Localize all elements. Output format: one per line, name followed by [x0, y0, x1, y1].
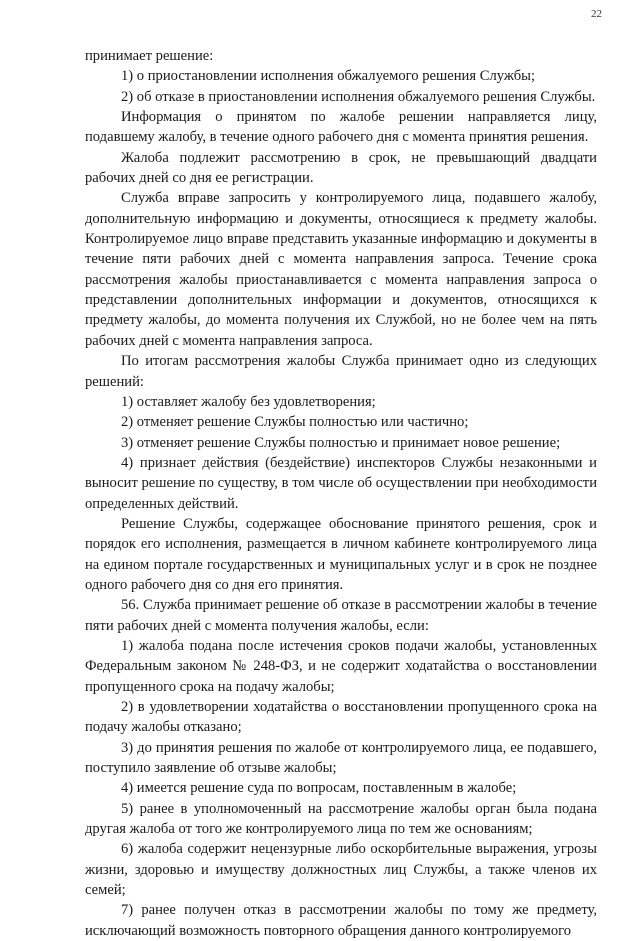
- paragraph: По итогам рассмотрения жалобы Служба принимает одно из следующих решений:: [85, 353, 597, 390]
- list-item: 2) об отказе в приостановлении исполнения обжалуемого решения Службы.: [121, 88, 596, 105]
- paragraph: Служба вправе запросить у контролируемого лица, подавшего жалобу, дополнительную информацию и документы, относящиеся к предмету жалобы. Контролируемое лицо вправе представить указанные информацию и документы в течение пяти рабочих дней с момента направления запроса. Течение срока рассмотрения жалобы приостанавливается с момента направления запроса о представлении дополнительных информации и документов, относящихся к предмету жалобы, до момента получения их Службой, но не более чем на пять рабочих дней с момента направления запроса.: [85, 190, 597, 349]
- paragraph: Жалоба подлежит рассмотрению в срок, не превышающий двадцати рабочих дней со дня ее регистрации.: [85, 149, 597, 187]
- list-item: 1) оставляет жалобу без удовлетворения;: [121, 393, 376, 410]
- list-item: 4) имеется решение суда по вопросам, поставленным в жалобе;: [121, 780, 517, 797]
- list-item: 6) жалоба содержит нецензурные либо оскорбительные выражения, угрозы жизни, здоровью и имуществу должностных лиц Службы, а также членов их семей;: [85, 841, 597, 899]
- list-item: 2) в удовлетворении ходатайства о восстановлении пропущенного срока на подачу жалобы отказано;: [85, 699, 597, 736]
- list-item: 2) отменяет решение Службы полностью или частично;: [121, 414, 469, 431]
- list-item: 1) о приостановлении исполнения обжалуемого решения Службы;: [121, 68, 536, 85]
- paragraph: принимает решение:: [85, 48, 214, 64]
- page-number: 22: [591, 8, 602, 20]
- paragraph: Решение Службы, содержащее обоснование принятого решения, срок и порядок его исполнения, размещается в личном кабинете контролируемого лица на едином портале государственных и муниципальных услуг и в срок не позднее одного рабочего дня со дня его принятия.: [85, 515, 597, 593]
- document-body: [85, 46, 597, 941]
- paragraph: 56. Служба принимает решение об отказе в рассмотрении жалобы в течение пяти рабочих дней с момента получения жалобы, если:: [85, 597, 597, 634]
- list-item: 7) ранее получен отказ в рассмотрении жалобы по тому же предмету, исключающий возможность повторного обращения данного контролируемого: [85, 902, 597, 939]
- list-item: 1) жалоба подана после истечения сроков подачи жалобы, установленных Федеральным законом № 248-ФЗ, и не содержит ходатайства о восстановлении пропущенного срока на подачу жалобы;: [85, 637, 597, 695]
- list-item: 3) отменяет решение Службы полностью и принимает новое решение;: [121, 434, 561, 451]
- list-item: 3) до принятия решения по жалобе от контролируемого лица, ее подавшего, поступило заявление об отзыве жалобы;: [85, 739, 597, 777]
- paragraph: Информация о принятом по жалобе решении направляется лицу, подавшему жалобу, в течение одного рабочего дня с момента принятия решения.: [85, 109, 597, 146]
- list-item: 4) признает действия (бездействие) инспекторов Службы незаконными и выносит решение по существу, в том числе об осуществлении при необходимости определенных действий.: [85, 454, 597, 512]
- list-item: 5) ранее в уполномоченный на рассмотрение жалобы орган была подана другая жалоба от того же контролируемого лица по тем же основаниям;: [85, 800, 597, 838]
